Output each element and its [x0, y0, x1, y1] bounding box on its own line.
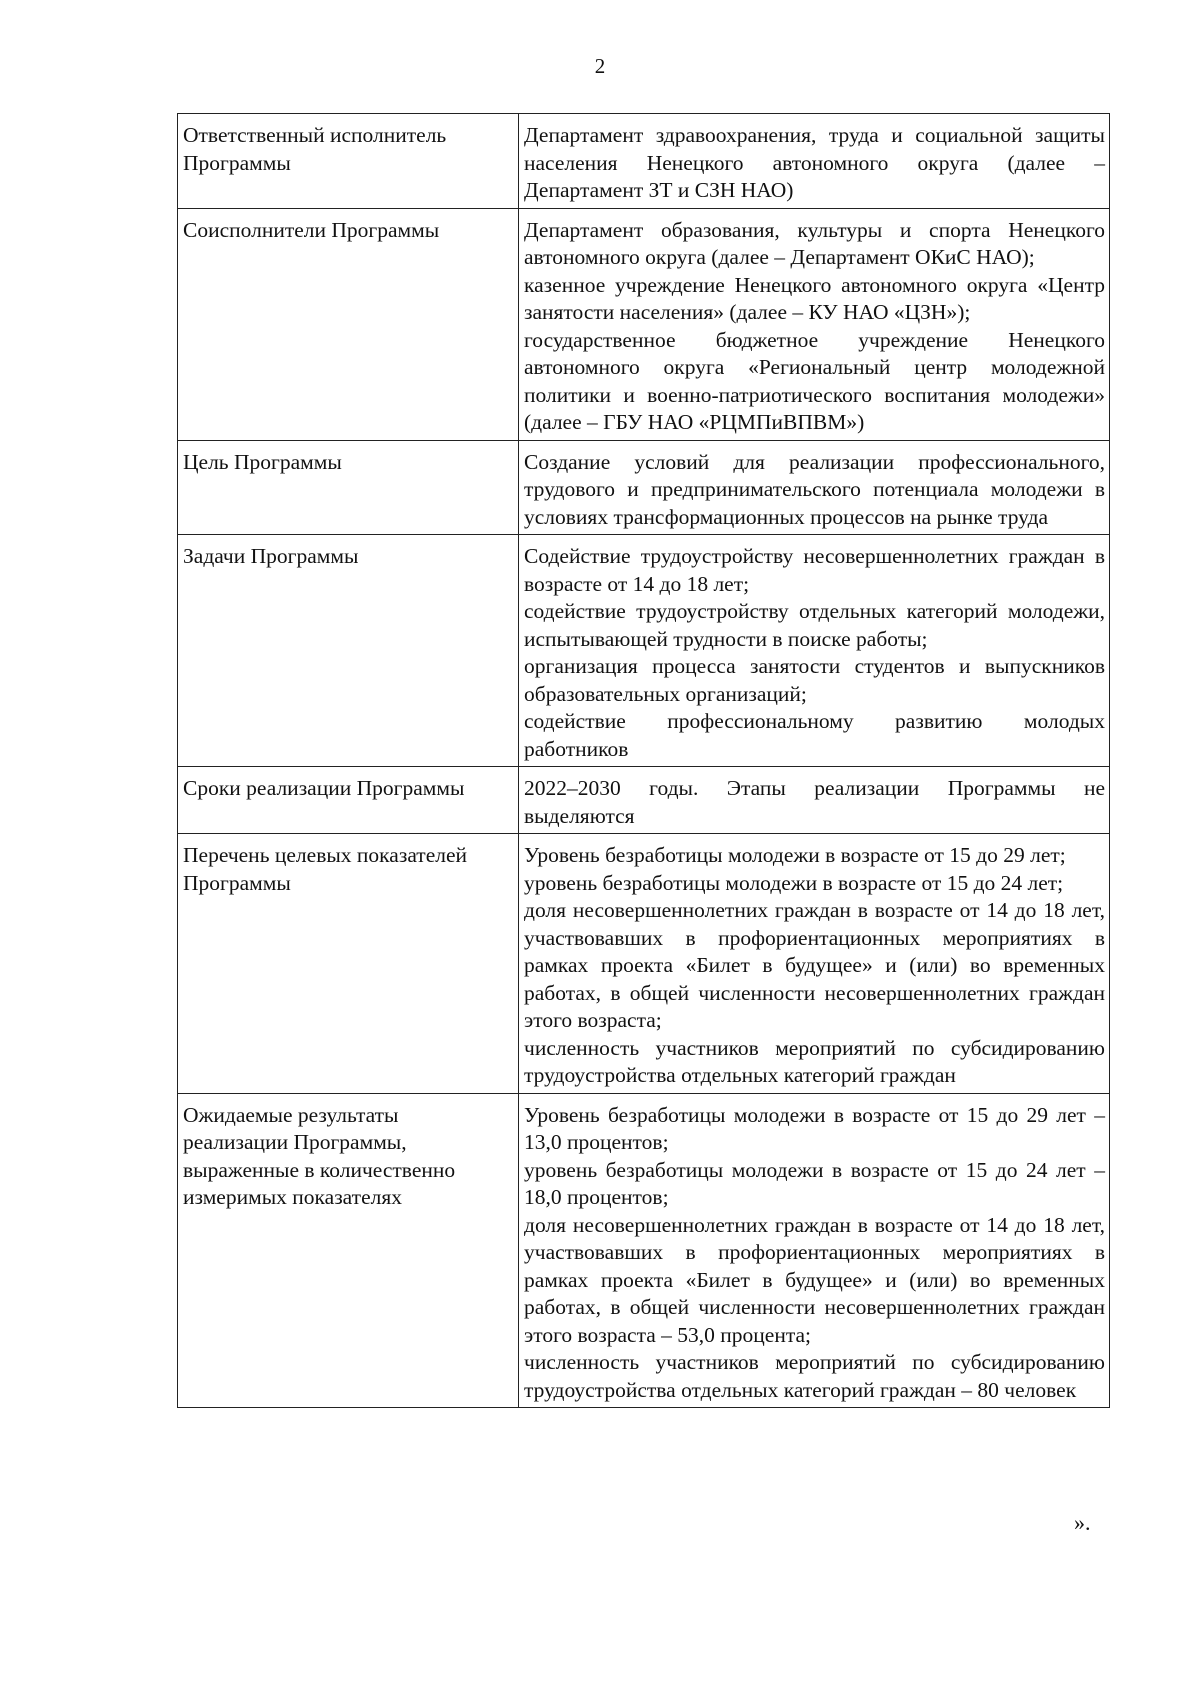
value-paragraph: доля несовершеннолетних граждан в возрасте от 14 до 18 лет, участвовавших в профориентационных мероприятиях в рамках проекта «Билет в будущее» и (или) во временных работах, в общей численности несовершеннолетних граждан этого возраста – 53,0 процента; [524, 1212, 1105, 1347]
value-paragraph: уровень безработицы молодежи в возрасте от 15 до 24 лет – 18,0 процентов; [524, 1157, 1105, 1209]
row-label-timeframe [178, 767, 519, 834]
value-paragraph: содействие профессиональному развитию молодых работников [524, 709, 1105, 761]
value-paragraph: содействие трудоустройству отдельных категорий молодежи, испытывающей трудности в поиске работы; [524, 599, 1105, 651]
row-label-tasks [178, 535, 519, 767]
label-line: измеримых показателях [183, 1185, 402, 1209]
value-paragraph: численность участников мероприятий по субсидированию трудоустройства отдельных категорий граждан [524, 1035, 1105, 1087]
table-row-indicators [178, 834, 1110, 1094]
table-row-co-executors [178, 208, 1110, 440]
row-value-goal [519, 440, 1110, 535]
row-label-responsible [178, 114, 519, 209]
value-paragraph: Департамент здравоохранения, труда и социальной защиты населения Ненецкого автономного округа (далее – Департамент ЗТ и СЗН НАО) [524, 123, 1105, 202]
row-value-responsible [519, 114, 1110, 209]
label-line: Сроки реализации Программы [183, 776, 465, 800]
row-value-indicators [519, 834, 1110, 1094]
value-paragraph: Создание условий для реализации профессионального, трудового и предпринимательского потенциала молодежи в условиях трансформационных процессов на рынке труда [524, 449, 1105, 529]
label-line: Цель Программы [183, 449, 342, 474]
table-row-goal [178, 440, 1110, 535]
value-paragraph: 2022–2030 годы. Этапы реализации Программы не выделяются [524, 776, 1105, 828]
table-row-responsible [178, 114, 1110, 209]
table-row-expected-results [178, 1093, 1110, 1408]
row-value-co-executors [519, 208, 1110, 440]
table-row-timeframe [178, 767, 1110, 834]
page-number: 2 [594, 54, 606, 78]
row-label-co-executors [178, 208, 519, 440]
value-paragraph: казенное учреждение Ненецкого автономного округа «Центр занятости населения» (далее – КУ НАО «ЦЗН»); [524, 272, 1105, 324]
label-line: выраженные в количественно [183, 1157, 456, 1182]
value-paragraph: организация процесса занятости студентов и выпускников образовательных организаций; [524, 654, 1105, 706]
label-line: Задачи Программы [183, 544, 359, 568]
value-paragraph: Уровень безработицы молодежи в возрасте от 15 до 29 лет; [524, 843, 1066, 867]
row-label-indicators [178, 834, 519, 1094]
value-paragraph: уровень безработицы молодежи в возрасте от 15 до 24 лет; [524, 870, 1064, 895]
value-paragraph: государственное бюджетное учреждение Ненецкого автономного округа «Региональный центр молодежной политики и военно-патриотического воспитания молодежи» (далее – ГБУ НАО «РЦМПиВПВМ») [524, 327, 1105, 434]
label-line: Ответственный исполнитель [183, 123, 447, 147]
program-passport-table [177, 113, 1110, 1408]
value-paragraph: Уровень безработицы молодежи в возрасте от 15 до 29 лет – 13,0 процентов; [524, 1102, 1105, 1154]
value-paragraph: Департамент образования, культуры и спорта Ненецкого автономного округа (далее – Департамент ОКиС НАО); [524, 217, 1105, 269]
row-value-tasks [519, 535, 1110, 767]
row-value-timeframe [519, 767, 1110, 834]
label-line: Программы [183, 150, 291, 175]
table-row-tasks [178, 535, 1110, 767]
closing-quote-mark: ». [1074, 1510, 1091, 1535]
label-line: реализации Программы, [183, 1130, 407, 1154]
value-paragraph: численность участников мероприятий по субсидированию трудоустройства отдельных категорий граждан – 80 человек [524, 1350, 1105, 1402]
label-line: Перечень целевых показателей [183, 843, 468, 867]
label-line: Соисполнители Программы [183, 217, 440, 242]
row-value-expected-results [519, 1093, 1110, 1408]
value-paragraph: Содействие трудоустройству несовершеннолетних граждан в возрасте от 14 до 18 лет; [524, 544, 1105, 596]
label-line: Ожидаемые результаты [183, 1102, 399, 1127]
label-line: Программы [183, 870, 291, 895]
value-paragraph: доля несовершеннолетних граждан в возрасте от 14 до 18 лет, участвовавших в профориентационных мероприятиях в рамках проекта «Билет в будущее» и (или) во временных работах, в общей численности несовершеннолетних граждан этого возраста; [524, 898, 1105, 1032]
row-label-goal [178, 440, 519, 535]
row-label-expected-results [178, 1093, 519, 1408]
